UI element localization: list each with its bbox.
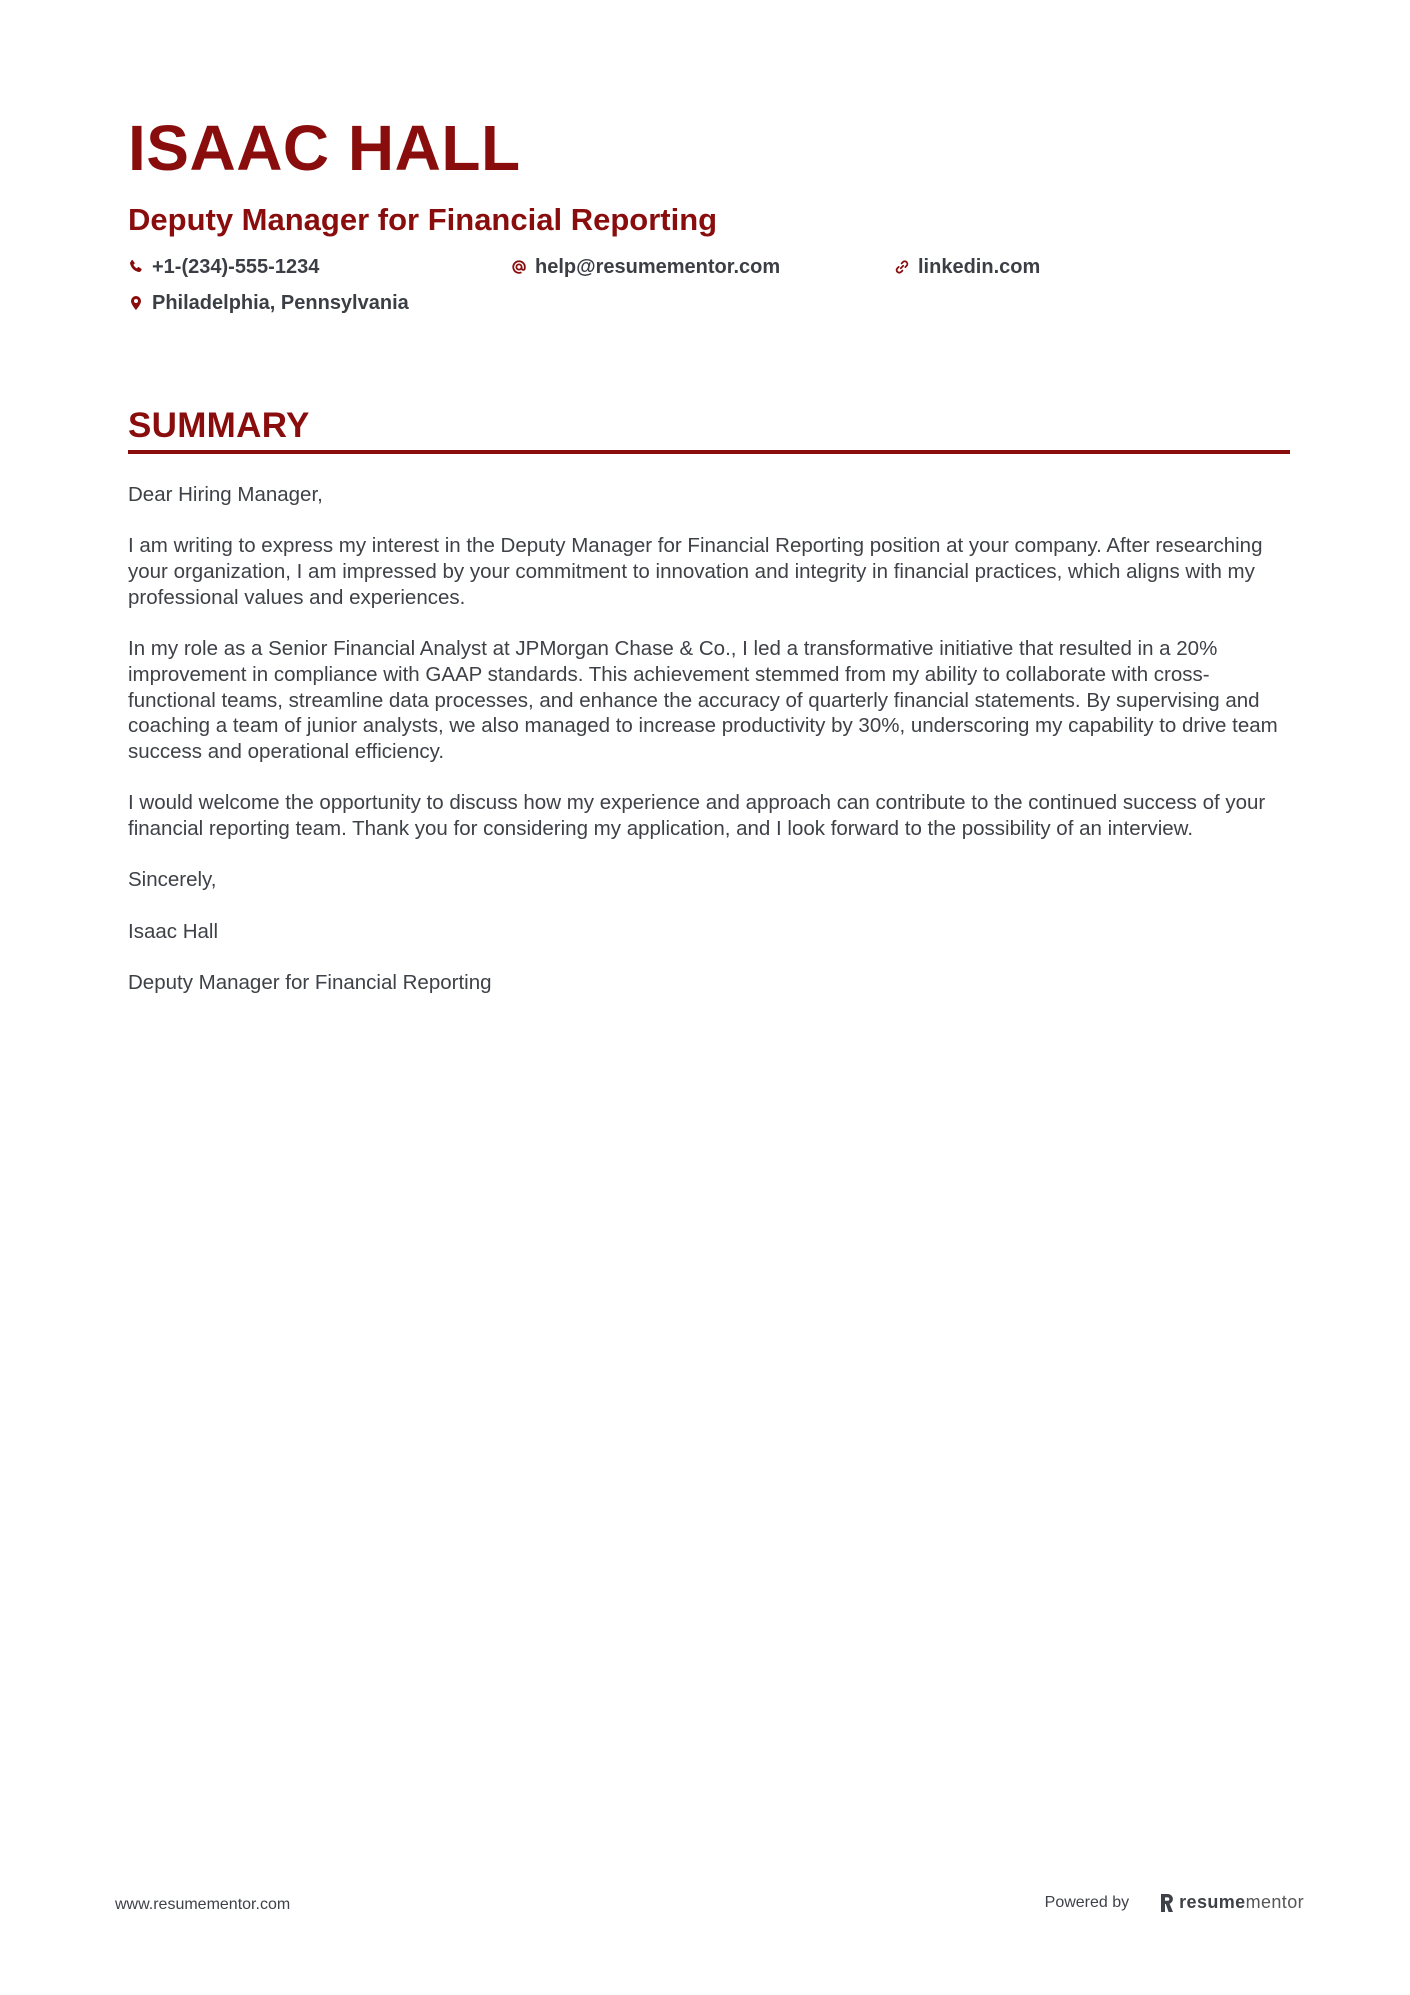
map-pin-icon (128, 295, 144, 311)
phone-icon (128, 259, 144, 275)
letter-signature-name: Isaac Hall (128, 919, 219, 943)
letter-closing: Sincerely, (128, 868, 217, 892)
brand-name-light: mentor (1245, 1892, 1304, 1912)
letter-paragraph: I am writing to express my interest in the Deputy Manager for Financial Reporting position at your company. After researching your organization, I am impressed by your commitment to innovation and integrity in financial practices, which aligns with my professional values and experiences. (128, 534, 1263, 609)
contact-info (128, 254, 1290, 316)
letter-signature-title: Deputy Manager for Financial Reporting (128, 971, 492, 995)
brand-logo[interactable] (1159, 1892, 1304, 1913)
letter-paragraph: I would welcome the opportunity to discuss how my experience and approach can contribute to the continued success of your financial reporting team. Thank you for considering my application, and I look forward to the possibility of an interview. (128, 791, 1266, 841)
website-link[interactable]: linkedin.com (918, 256, 1041, 278)
summary-heading: SUMMARY (128, 406, 310, 445)
candidate-name: ISAAC HALL (128, 112, 521, 184)
contact-phone (128, 254, 511, 280)
contact-location (128, 290, 511, 316)
cover-letter-page (128, 110, 1290, 1022)
location-text: Philadelphia, Pennsylvania (152, 292, 409, 314)
candidate-headline: Deputy Manager for Financial Reporting (128, 202, 718, 237)
link-icon (894, 259, 910, 275)
at-sign-icon (511, 259, 527, 275)
brand-name-bold: resume (1179, 1892, 1246, 1912)
letter-paragraph: In my role as a Senior Financial Analyst at JPMorgan Chase & Co., I led a transformative initiative that resulted in a 20% improvement in compliance with GAAP standards. This achievement stemmed from my ability to collaborate with cross-functional teams, streamline data processes, and enhance the accuracy of quarterly financial statements. By supervising and coaching a team of junior analysts, we also managed to increase productivity by 30%, underscoring my capability to drive team success and operational efficiency. (128, 637, 1278, 763)
contact-email[interactable] (511, 254, 894, 280)
footer-website-link[interactable]: www.resumementor.com (115, 1896, 291, 1913)
section-divider (128, 450, 1290, 454)
letter-greeting: Dear Hiring Manager, (128, 483, 323, 506)
contact-website[interactable] (894, 254, 1274, 280)
phone-text: +1-(234)-555-1234 (152, 256, 320, 278)
email-link[interactable]: help@resumementor.com (535, 256, 781, 278)
resumementor-logo-icon (1159, 1893, 1175, 1913)
powered-by-label: Powered by (1044, 1893, 1130, 1911)
letter-body (128, 482, 1290, 996)
footer-branding (1045, 1892, 1304, 1913)
